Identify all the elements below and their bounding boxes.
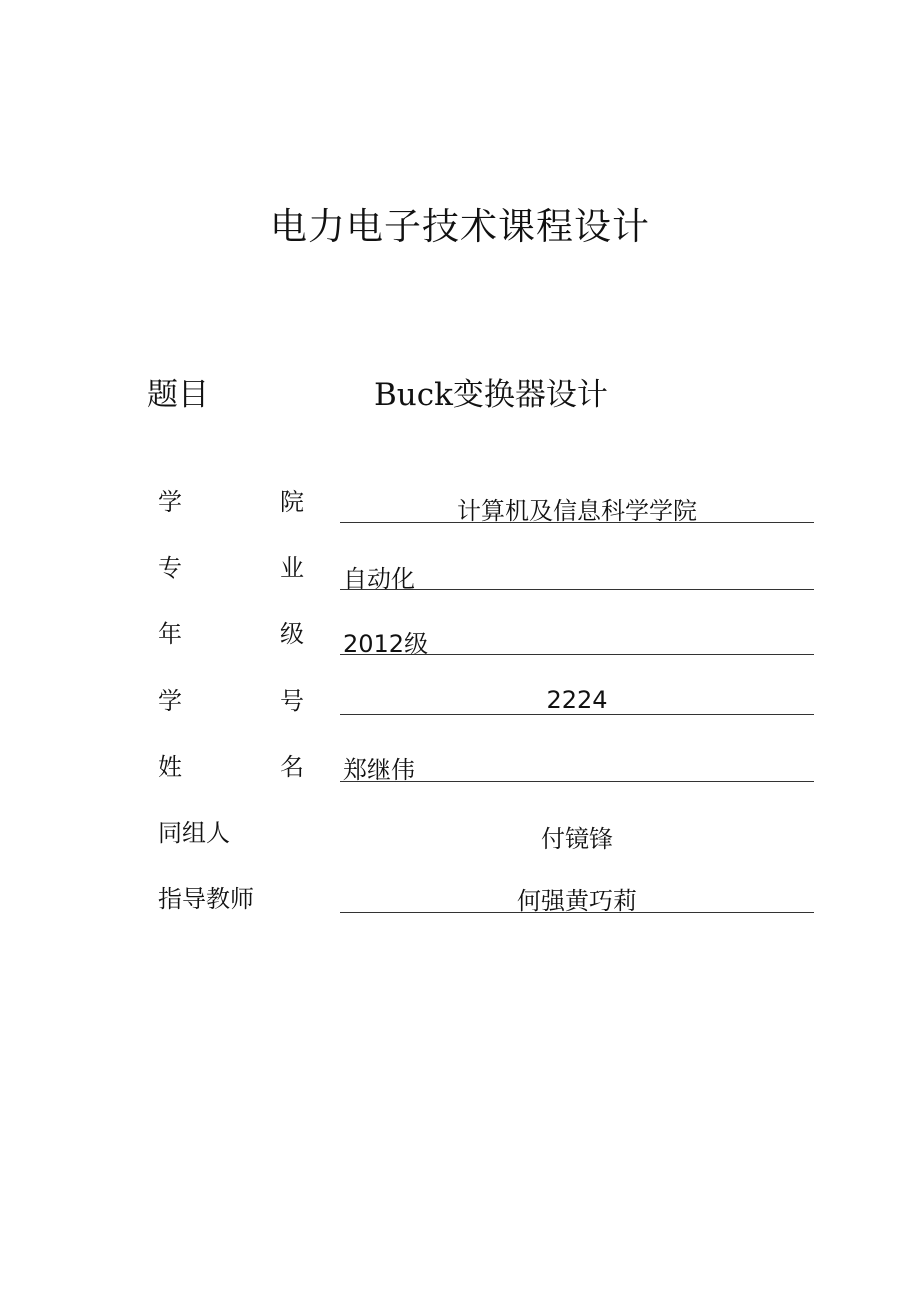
student-id-value: 2224 — [546, 686, 608, 714]
group-member-value: 付镜锋 — [541, 825, 613, 853]
grade-value: 2012级 — [343, 630, 429, 658]
advisor-label: 指导教师 — [158, 885, 254, 913]
grade-label-first: 年 — [158, 620, 182, 648]
major-label-first: 专 — [158, 554, 182, 582]
name-underline — [340, 781, 814, 782]
name-label-second: 名 — [280, 753, 304, 781]
topic-label: 题目 — [147, 377, 209, 413]
advisor-value: 何强黄巧莉 — [517, 887, 637, 915]
student-id-label-first: 学 — [158, 687, 182, 715]
student-id-label-second: 号 — [280, 687, 304, 715]
student-id-underline — [340, 714, 814, 715]
college-value: 计算机及信息科学学院 — [457, 497, 697, 525]
major-value: 自动化 — [343, 565, 415, 593]
major-label-second: 业 — [280, 554, 304, 582]
grade-label-second: 级 — [280, 620, 304, 648]
advisor-underline — [340, 912, 814, 913]
document-title: 电力电子技术课程设计 — [270, 205, 650, 248]
group-member-label: 同组人 — [158, 819, 230, 847]
name-label-first: 姓 — [158, 753, 182, 781]
topic-value: Buck变换器设计 — [374, 377, 608, 413]
major-underline — [340, 589, 814, 590]
college-label-second: 院 — [280, 488, 304, 516]
college-underline — [340, 522, 814, 523]
name-value: 郑继伟 — [343, 756, 415, 784]
college-label-first: 学 — [158, 488, 182, 516]
grade-underline — [340, 654, 814, 655]
